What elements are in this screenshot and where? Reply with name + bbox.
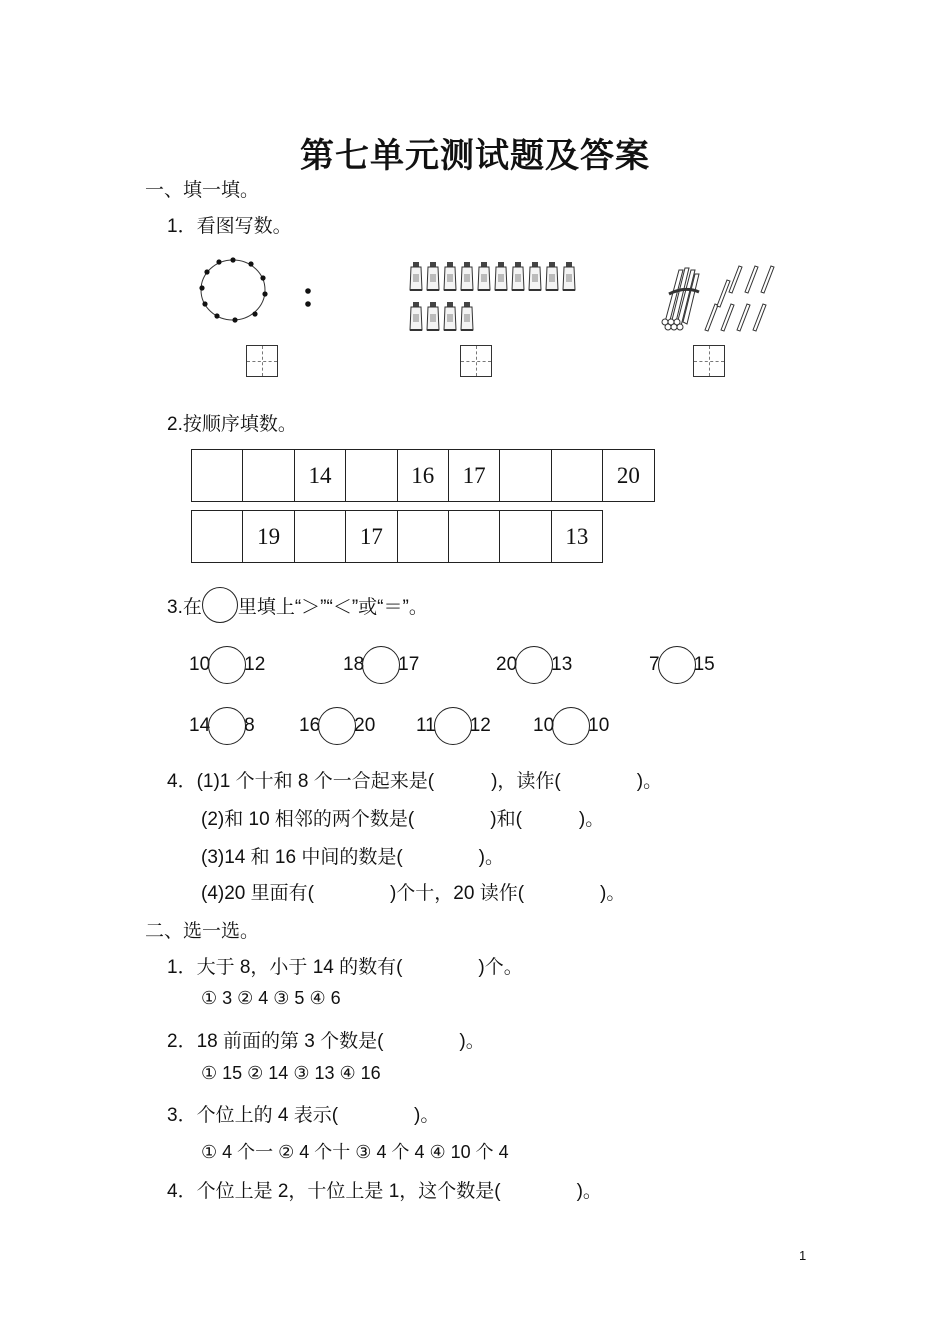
compare-right: 12 xyxy=(469,715,491,736)
sequence-row-2 xyxy=(191,510,603,563)
seq-cell[interactable] xyxy=(192,511,243,562)
dot-circle-figure xyxy=(195,250,285,330)
q1-4-line-1: 4．(1)1 个十和 8 个一合起来是( )，读作( )。 xyxy=(167,771,663,792)
seq-cell[interactable] xyxy=(192,450,243,501)
compare-right: 8 xyxy=(244,715,255,736)
q2-3-question: 3．个位上的 4 表示( )。 xyxy=(167,1105,440,1126)
compare-item xyxy=(416,707,491,745)
seq-cell: 13 xyxy=(552,511,603,562)
compare-right: 13 xyxy=(551,654,573,675)
stick-bundle-figure xyxy=(655,262,775,334)
compare-item xyxy=(649,646,715,684)
q1-4-line-4: (4)20 里面有( )个十，20 读作( )。 xyxy=(201,883,626,904)
compare-circle[interactable] xyxy=(515,646,553,684)
compare-circle[interactable] xyxy=(362,646,400,684)
seq-cell[interactable] xyxy=(346,450,397,501)
compare-left: 10 xyxy=(533,715,555,736)
section-2-heading: 二、选一选。 xyxy=(145,921,260,942)
seq-cell[interactable] xyxy=(449,511,500,562)
compare-item xyxy=(533,707,609,745)
page-number: 1 xyxy=(799,1248,807,1263)
seq-cell[interactable] xyxy=(552,450,603,501)
q1-2-label: 2.按顺序填数。 xyxy=(167,414,297,435)
compare-left: 20 xyxy=(496,654,518,675)
colon-dots-icon xyxy=(302,286,314,310)
compare-left: 14 xyxy=(189,715,211,736)
compare-circle[interactable] xyxy=(552,707,590,745)
compare-item xyxy=(343,646,419,684)
paint-tubes-figure xyxy=(407,258,587,342)
q1-4-line-2: (2)和 10 相邻的两个数是( )和( )。 xyxy=(201,809,605,830)
q2-4-question: 4．个位上是 2，十位上是 1，这个数是( )。 xyxy=(167,1181,602,1202)
seq-cell: 14 xyxy=(295,450,346,501)
compare-left: 10 xyxy=(189,654,211,675)
q2-2-question: 2．18 前面的第 3 个数是( )。 xyxy=(167,1031,485,1052)
seq-cell[interactable] xyxy=(295,511,346,562)
seq-cell: 17 xyxy=(346,511,397,562)
compare-circle[interactable] xyxy=(658,646,696,684)
compare-right: 12 xyxy=(244,654,266,675)
compare-circle[interactable] xyxy=(208,646,246,684)
answer-box-tubes[interactable] xyxy=(460,345,492,377)
seq-cell[interactable] xyxy=(398,511,449,562)
seq-cell: 17 xyxy=(449,450,500,501)
q3-label-suffix: 里填上“＞”“＜”或“＝”。 xyxy=(237,597,428,618)
q1-3-label xyxy=(167,592,428,623)
compare-circle[interactable] xyxy=(318,707,356,745)
answer-box-dots[interactable] xyxy=(246,345,278,377)
seq-cell[interactable] xyxy=(500,450,551,501)
compare-left: 16 xyxy=(299,715,321,736)
compare-right: 17 xyxy=(398,654,420,675)
compare-right: 20 xyxy=(354,715,376,736)
compare-right: 15 xyxy=(693,654,715,675)
seq-cell: 20 xyxy=(603,450,654,501)
answer-box-sticks[interactable] xyxy=(693,345,725,377)
q2-2-options: ① 15 ② 14 ③ 13 ④ 16 xyxy=(201,1063,381,1083)
seq-cell: 16 xyxy=(398,450,449,501)
page-title: 第七单元测试题及答案 xyxy=(300,137,650,175)
compare-left: 18 xyxy=(343,654,365,675)
q2-3-options: ① 4 个一 ② 4 个十 ③ 4 个 4 ④ 10 个 4 xyxy=(201,1142,509,1162)
q2-1-question: 1．大于 8，小于 14 的数有( )个。 xyxy=(167,957,523,978)
q1-4-line-3: (3)14 和 16 中间的数是( )。 xyxy=(201,847,504,868)
circle-symbol xyxy=(202,587,238,623)
q1-1-label: 1．看图写数。 xyxy=(167,216,292,237)
compare-left: 11 xyxy=(416,715,436,736)
seq-cell[interactable] xyxy=(500,511,551,562)
compare-item xyxy=(299,707,375,745)
compare-left: 7 xyxy=(649,654,660,675)
compare-item xyxy=(496,646,572,684)
seq-cell[interactable] xyxy=(243,450,294,501)
sequence-row-1 xyxy=(191,449,655,502)
q3-label-prefix: 3.在 xyxy=(167,597,202,618)
seq-cell: 19 xyxy=(243,511,294,562)
compare-right: 10 xyxy=(588,715,610,736)
compare-circle[interactable] xyxy=(208,707,246,745)
compare-item xyxy=(189,646,265,684)
compare-item xyxy=(189,707,255,745)
compare-circle[interactable] xyxy=(434,707,472,745)
q2-1-options: ① 3 ② 4 ③ 5 ④ 6 xyxy=(201,988,341,1008)
section-1-heading: 一、填一填。 xyxy=(145,180,260,201)
